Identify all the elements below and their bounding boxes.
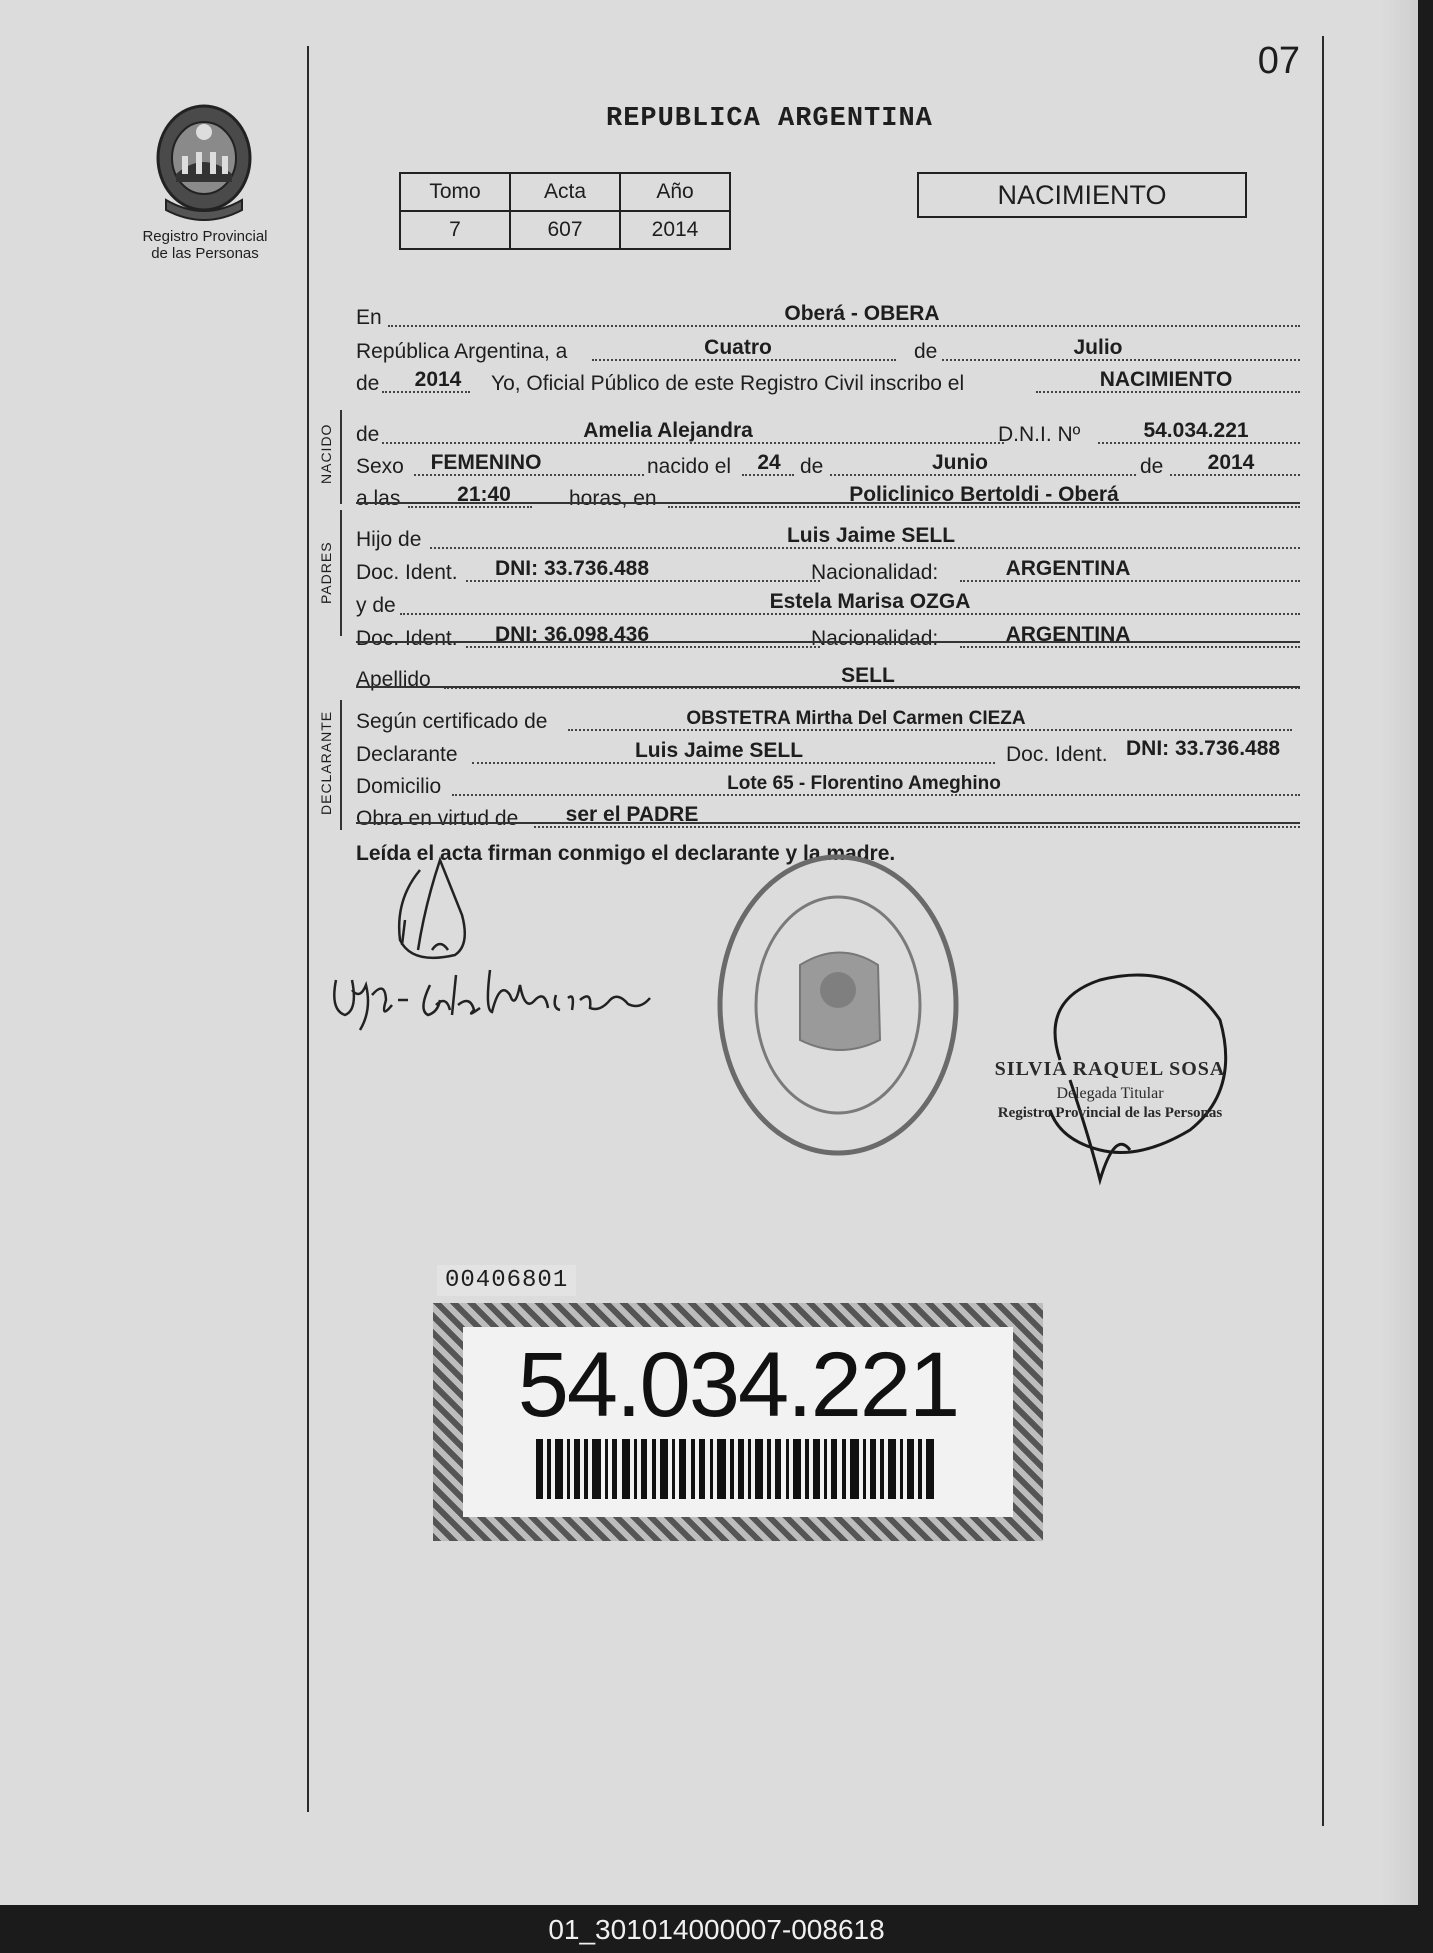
de-label: de <box>914 340 938 363</box>
sexo-value: FEMENINO <box>430 451 542 474</box>
official-stamp <box>965 1058 1255 1122</box>
footer-file-code: 01_301014000007-008618 <box>548 1914 885 1945</box>
father-name: Luis Jaime SELL <box>786 524 956 547</box>
republic-label: República Argentina, a <box>356 340 568 363</box>
birth-year: 2014 <box>1207 451 1255 474</box>
cert-value: OBSTETRA Mirtha Del Carmen CIEZA <box>686 708 1026 729</box>
value-acta: 607 <box>510 211 620 249</box>
decl-label: Declarante <box>356 743 458 766</box>
closing-statement: Leída el acta firman conmigo el declarante y la madre. <box>356 842 896 865</box>
apellido-label: Apellido <box>356 668 431 691</box>
child-dni: 54.034.221 <box>1143 419 1249 442</box>
de-name-label: de <box>356 423 380 446</box>
country-heading: REPUBLICA ARGENTINA <box>606 104 933 134</box>
en-label: En <box>356 306 382 329</box>
nacido-section-label: NACIDO <box>318 423 334 484</box>
month-value: Julio <box>1073 336 1123 359</box>
dom-label: Domicilio <box>356 775 442 798</box>
day-value: Cuatro <box>704 336 772 359</box>
father-nac-label: Nacionalidad: <box>811 561 939 584</box>
mother-doc: DNI: 36.098.436 <box>494 623 650 646</box>
decl-doc-label: Doc. Ident. <box>1006 743 1108 766</box>
statement-text: Yo, Oficial Público de este Registro Civil inscribo el <box>491 372 965 395</box>
nacido-el-label: nacido el <box>647 455 732 478</box>
place-value: Oberá - OBERA <box>784 302 940 325</box>
de2-label: de <box>1140 455 1164 478</box>
registry-label-line-2: de las Personas <box>151 245 259 262</box>
mother-nac-label: Nacionalidad: <box>811 627 939 650</box>
de1-label: de <box>800 455 824 478</box>
domicile-value: Lote 65 - Florentino Ameghino <box>727 773 1001 794</box>
serial-number: 00406801 <box>437 1265 576 1296</box>
header-tomo: Tomo <box>400 173 510 211</box>
declarant-doc: DNI: 33.736.488 <box>1126 737 1281 760</box>
declarant-name: Luis Jaime SELL <box>634 739 804 762</box>
father-doc: DNI: 33.736.488 <box>494 557 650 580</box>
mother-signature <box>334 970 650 1030</box>
virtud-label: Obra en virtud de <box>356 807 519 830</box>
birth-day: 24 <box>757 451 781 474</box>
birth-month: Junio <box>932 451 988 474</box>
mother-nationality: ARGENTINA <box>1005 623 1131 646</box>
virtud-value: ser el PADRE <box>565 803 699 826</box>
padres-section-label: PADRES <box>318 541 334 604</box>
stamp-title: Delegada Titular <box>1056 1085 1164 1102</box>
horas-label: horas, en <box>569 487 657 510</box>
stamp-org: Registro Provincial de las Personas <box>997 1105 1223 1121</box>
mother-name: Estela Marisa OZGA <box>769 590 971 613</box>
dni-sticker <box>433 1303 1043 1541</box>
father-doc-label: Doc. Ident. <box>356 561 458 584</box>
registry-label-line-1: Registro Provincial <box>142 228 268 245</box>
value-ano: 2014 <box>620 211 730 249</box>
cert-label: Según certificado de <box>356 710 548 733</box>
dni-sticker-label <box>463 1327 1013 1517</box>
birth-time: 21:40 <box>457 483 511 506</box>
sexo-label: Sexo <box>356 455 404 478</box>
father-nationality: ARGENTINA <box>1005 557 1131 580</box>
mother-doc-label: Doc. Ident. <box>356 627 458 650</box>
dni-label: D.N.I. Nº <box>998 423 1081 446</box>
a-las-label: a las <box>356 487 401 510</box>
y-de-label: y de <box>356 594 396 617</box>
birth-place: Policlinico Bertoldi - Oberá <box>849 483 1119 506</box>
header-acta: Acta <box>510 173 620 211</box>
apellido-value: SELL <box>841 664 895 687</box>
header-ano: Año <box>620 173 730 211</box>
declarante-section-label: DECLARANTE <box>318 710 334 815</box>
year-value: 2014 <box>414 368 462 391</box>
year-prefix: de <box>356 372 380 395</box>
declarant-signature <box>399 860 465 958</box>
sticker-dni-number: 54.034.221 <box>517 1334 959 1436</box>
record-type-box: NACIMIENTO <box>917 172 1247 218</box>
stamp-name: SILVIA RAQUEL SOSA <box>994 1058 1226 1080</box>
barcode-icon <box>536 1439 940 1499</box>
registry-seal <box>720 857 956 1153</box>
value-tomo: 7 <box>400 211 510 249</box>
act-value: NACIMIENTO <box>1099 368 1233 391</box>
hijo-de-label: Hijo de <box>356 528 422 551</box>
child-name: Amelia Alejandra <box>583 419 753 442</box>
page-number: 07 <box>1257 40 1300 82</box>
